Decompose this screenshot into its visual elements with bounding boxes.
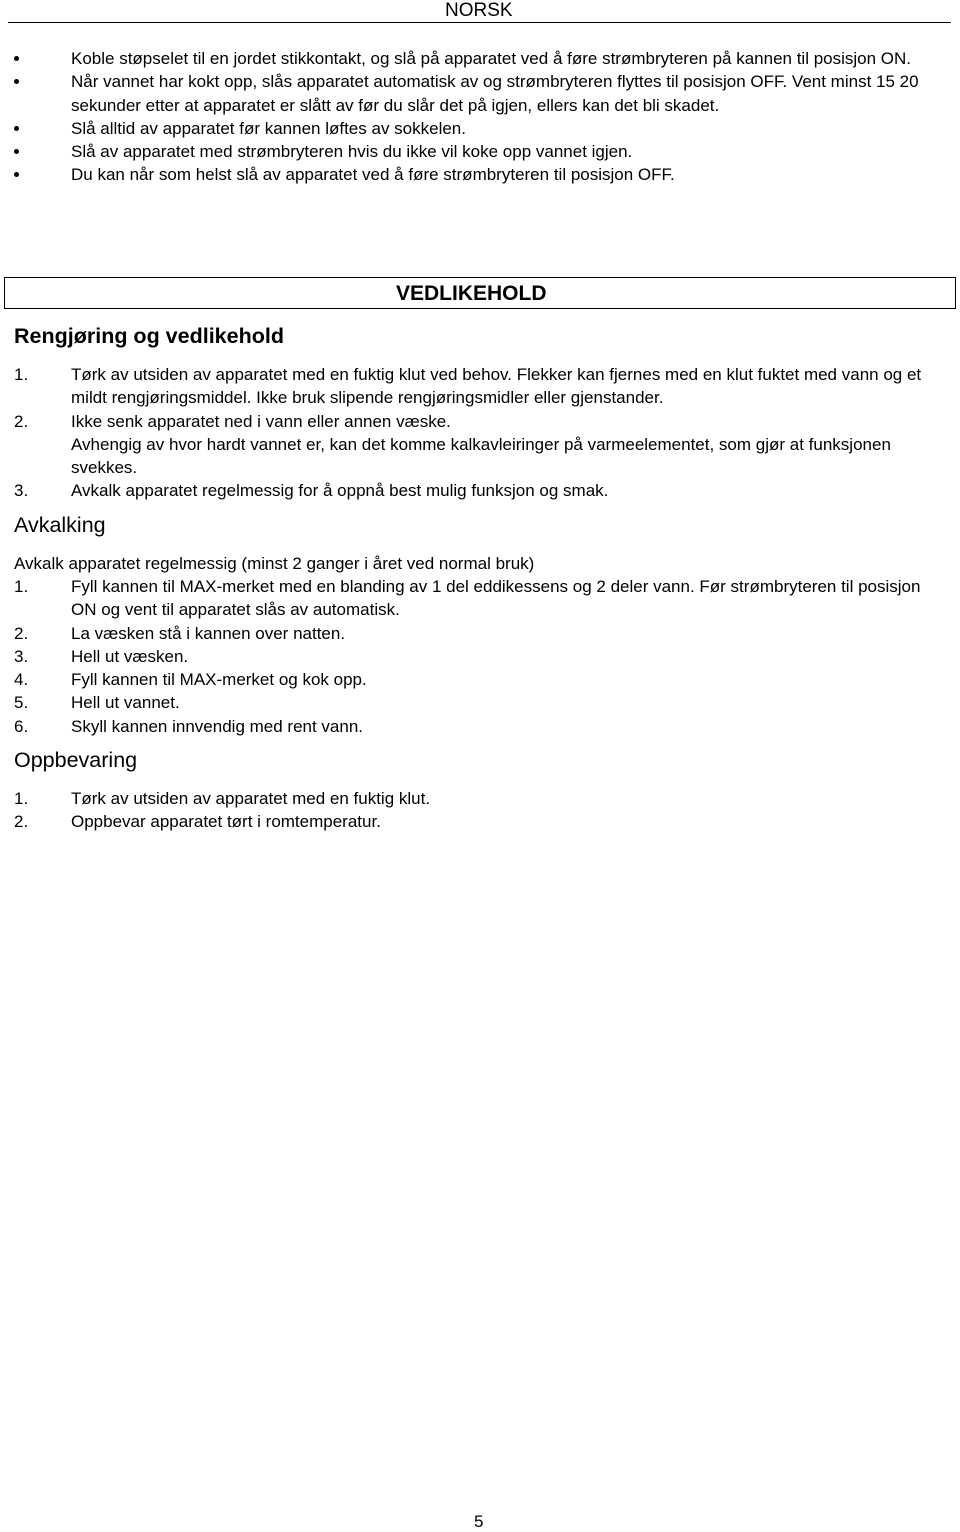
item-text: Tørk av utsiden av apparatet med en fuktig klut ved behov. Flekker kan fjernes med en klut fuktet med vann og et mildt rengjøringsmiddel. Ikke bruk slipende rengjøringsmidler eller gjenstander. [71, 365, 922, 408]
descaling-heading: Avkalking [14, 513, 106, 537]
item-text: Fyll kannen til MAX-merket med en blanding av 1 del eddikessens og 2 deler vann. Før strømbryteren til posisjon ON og vent til apparatet slås av automatisk. [71, 577, 921, 620]
list-item [14, 668, 950, 691]
item-number: 3. [14, 646, 29, 666]
item-number: 2. [14, 623, 29, 643]
item-text: Tørk av utsiden av apparatet med en fuktig klut. [71, 789, 431, 808]
list-item [14, 622, 950, 645]
bullet-item [14, 163, 950, 186]
item-number: 6. [14, 716, 29, 736]
bullet-icon [14, 172, 19, 177]
item-text: Skyll kannen innvendig med rent vann. [71, 716, 364, 736]
item-text: Hell ut væsken. [71, 646, 189, 666]
item-number: 1. [14, 789, 29, 808]
list-item [14, 363, 950, 410]
bullet-text: Slå av apparatet med strømbryteren hvis du ikke vil koke opp vannet igjen. [71, 142, 633, 162]
item-continuation-text: Avhengig av hvor hardt vannet er, kan det komme kalkavleiringer på varmeelementet, som gjør at funksjonen svekkes. [71, 434, 891, 478]
storage-heading: Oppbevaring [14, 748, 138, 772]
bullet-text: Koble støpselet til en jordet stikkontakt, og slå på apparatet ved å føre strømbryteren på kannen til posisjon ON. [71, 49, 912, 68]
page-number: 5 [474, 1512, 484, 1531]
item-number: 2. [14, 411, 29, 431]
item-number: 3. [14, 481, 29, 501]
bullet-item [14, 117, 950, 140]
bullet-item [14, 70, 950, 117]
maintenance-section-box [4, 277, 956, 309]
item-text: Avkalk apparatet regelmessig for å oppnå best mulig funksjon og smak. [71, 481, 609, 501]
item-number: 5. [14, 693, 29, 713]
item-text: Ikke senk apparatet ned i vann eller annen væske. [71, 411, 451, 431]
header-divider [8, 22, 951, 23]
bullet-item [14, 140, 950, 163]
descaling-intro: Avkalk apparatet regelmessig (minst 2 ganger i året ved normal bruk) [14, 554, 535, 573]
item-number: 2. [14, 812, 29, 832]
item-number: 1. [14, 577, 29, 596]
item-number: 1. [14, 365, 29, 384]
bullet-icon [14, 79, 19, 84]
bullet-text: Når vannet har kokt opp, slås apparatet automatisk av og strømbryteren flyttes til posisjon OFF. Vent minst 15 20 sekunder etter at apparatet er slått av før du slår det på igjen, ellers kan det bli skadet. [71, 72, 919, 115]
bullet-item [14, 47, 950, 70]
list-item [14, 410, 950, 480]
cleaning-list [14, 363, 950, 503]
item-text: Fyll kannen til MAX-merket og kok opp. [71, 670, 367, 690]
list-item [14, 810, 950, 833]
item-text: Hell ut vannet. [71, 693, 180, 713]
bullet-icon [14, 149, 19, 154]
storage-list [14, 787, 950, 834]
usage-bullet-list [14, 47, 950, 187]
language-header: NORSK [445, 0, 513, 21]
item-text: Oppbevar apparatet tørt i romtemperatur. [71, 812, 381, 832]
list-item [14, 691, 950, 714]
cleaning-heading: Rengjøring og vedlikehold [14, 324, 284, 348]
item-text: La væsken stå i kannen over natten. [71, 623, 346, 643]
list-item [14, 575, 950, 622]
bullet-text: Slå alltid av apparatet før kannen løftes av sokkelen. [71, 118, 466, 138]
descaling-list [14, 575, 950, 738]
list-item [14, 479, 950, 502]
list-item [14, 787, 950, 810]
list-item [14, 715, 950, 738]
bullet-icon [14, 56, 19, 61]
bullet-text: Du kan når som helst slå av apparatet ved å føre strømbryteren til posisjon OFF. [71, 165, 675, 185]
item-number: 4. [14, 670, 29, 690]
list-item [14, 645, 950, 668]
bullet-icon [14, 126, 19, 131]
section-title: VEDLIKEHOLD [396, 282, 547, 305]
